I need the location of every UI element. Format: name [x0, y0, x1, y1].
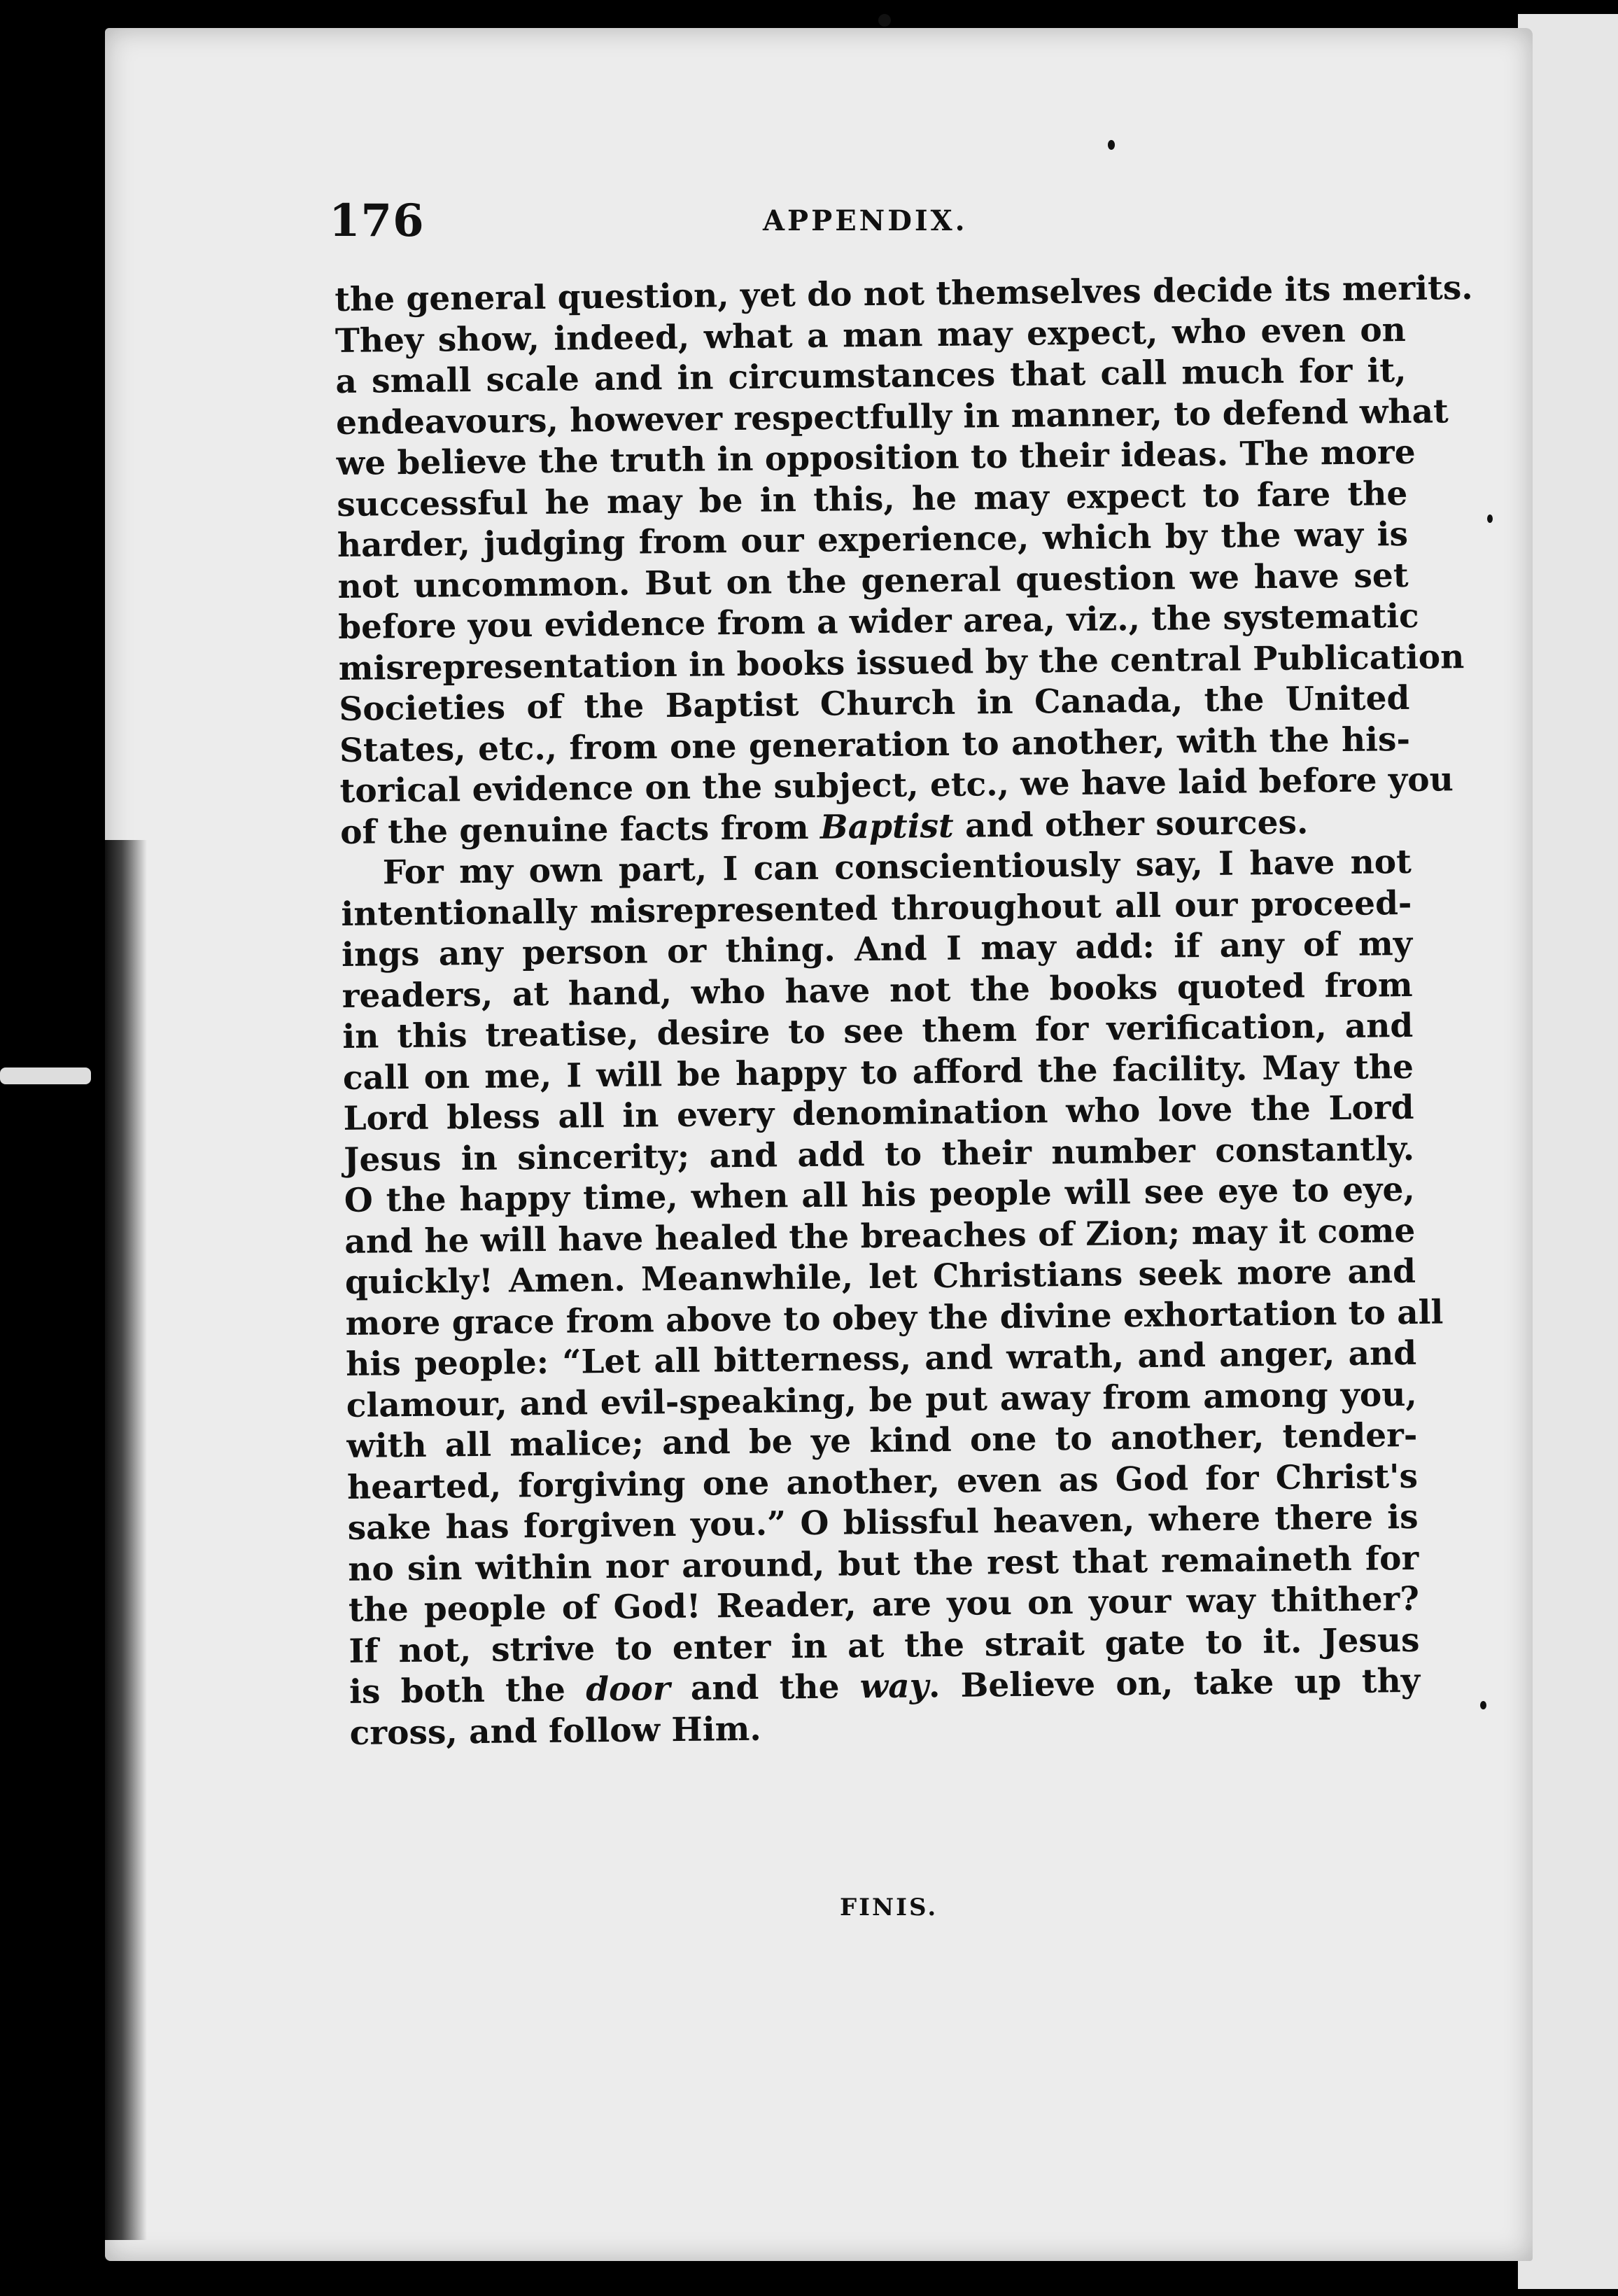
text-line: Societies of the Baptist Church in Canada, the United [339, 678, 1410, 729]
text-line: ings any person or thing. And I may add: if any of my [341, 924, 1413, 974]
text-line: before you evidence from a wider area, viz., the systematic [337, 596, 1419, 647]
text-line: cross, and follow Him. [349, 1709, 762, 1753]
text-line: intentionally misrepresented throughout all our proceed- [341, 883, 1412, 934]
page-header [329, 195, 1400, 258]
text-line: call on me, I will be happy to afford the facility. May the [342, 1047, 1414, 1098]
text-line: in this treatise, desire to see them for verification, and [342, 1006, 1414, 1056]
text-line: For my own part, I can conscientiously say, I have not [382, 842, 1412, 892]
finis-mark: FINIS. [840, 1893, 938, 1921]
text-line: endeavours, however respectfully in manner, to defend what [335, 391, 1449, 442]
text-line: If not, strive to enter in at the strait gate to it. Jesus [349, 1620, 1420, 1671]
text-line: torical evidence on the subject, etc., we have laid before you [339, 760, 1454, 811]
text-line: hearted, forgiving one another, even as God for Christ's [346, 1457, 1419, 1507]
text-line: we believe the truth in opposition to their ideas. The more [336, 433, 1416, 483]
text-line: and he will have healed the breaches of Zion; may it come [344, 1211, 1416, 1261]
text-line: O the happy time, when all his people will see eye to eye, [344, 1170, 1415, 1220]
text-line: They show, indeed, what a man may expect, who even on [335, 310, 1407, 360]
text-line: his people: “Let all bitterness, and wrath, and anger, and [345, 1334, 1417, 1384]
text-line: quickly! Amen. Meanwhile, let Christians seek more and [344, 1252, 1416, 1302]
italic-word: way [859, 1667, 929, 1707]
text-line: misrepresentation in books issued by the central Publication [338, 637, 1465, 688]
text-line: of the genuine facts from Baptist and other sources. [339, 802, 1309, 852]
page-tab-mark [0, 1068, 91, 1084]
italic-word: Baptist [819, 806, 955, 847]
text-line: more grace from above to obey the divine exhortation to all [345, 1292, 1444, 1343]
text-line: the general question, yet do not themselves decide its merits. [335, 268, 1473, 319]
text-line: is both the door and the way. Believe on, take up thy [349, 1661, 1421, 1712]
ink-speck [1108, 140, 1115, 150]
binding-shadow [105, 840, 147, 2240]
ink-speck [1480, 1701, 1486, 1709]
text-line: States, etc., from one generation to another, with the his- [339, 720, 1411, 770]
text-line: Jesus in sincerity; and add to their number constantly. [343, 1129, 1415, 1180]
text-line: a small scale and in circumstances that call much for it, [335, 351, 1407, 401]
text-line: the people of God! Reader, are you on your way thither? [348, 1579, 1420, 1630]
text-line: readers, at hand, who have not the books quoted from [342, 965, 1413, 1016]
text-line: Lord bless all in every denomination who love the Lord [343, 1088, 1414, 1138]
body-text [335, 268, 1473, 1754]
text-line: clamour, and evil-speaking, be put away from among you, [346, 1375, 1418, 1425]
text-line: no sin within nor around, but the rest that remaineth for [348, 1539, 1419, 1589]
italic-word: door [585, 1670, 670, 1709]
text-line: harder, judging from our experience, which by the way is [337, 514, 1409, 565]
page-number: 176 [329, 195, 425, 247]
ink-speck [1487, 514, 1493, 523]
text-line: sake has forgiven you.” O blissful heaven, where there is [347, 1497, 1419, 1548]
text-line: with all malice; and be ye kind one to another, tender- [346, 1415, 1418, 1466]
text-line: successful he may be in this, he may expect to fare the [337, 474, 1408, 524]
running-head: APPENDIX. [763, 204, 968, 237]
text-line: not uncommon. But on the general question we have set [337, 556, 1409, 606]
ink-speck [878, 14, 891, 27]
